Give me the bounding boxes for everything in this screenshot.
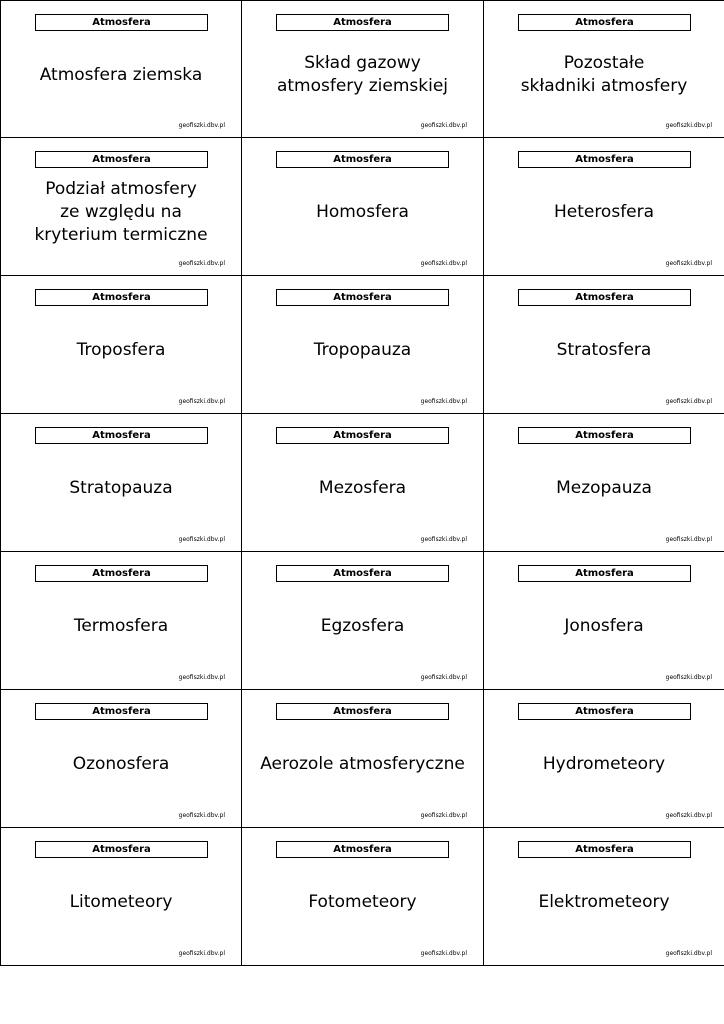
flashcard xyxy=(484,138,724,276)
flashcard xyxy=(0,552,242,690)
card-term: Skład gazowy atmosfery ziemskiej xyxy=(276,53,449,96)
card-term: Fotometeory xyxy=(308,892,417,912)
card-category: Atmosfera xyxy=(276,565,449,582)
card-term: Heterosfera xyxy=(553,202,655,222)
card-category: Atmosfera xyxy=(35,565,208,582)
card-footer: geofiszki.dbv.pl xyxy=(665,674,712,681)
card-footer: geofiszki.dbv.pl xyxy=(665,260,712,267)
card-footer: geofiszki.dbv.pl xyxy=(420,812,467,819)
card-term: Atmosfera ziemska xyxy=(39,64,203,85)
card-footer: geofiszki.dbv.pl xyxy=(178,122,225,129)
card-category: Atmosfera xyxy=(518,14,691,31)
flashcard xyxy=(484,690,724,828)
card-category: Atmosfera xyxy=(276,151,449,168)
flashcard xyxy=(0,0,242,138)
card-category: Atmosfera xyxy=(276,841,449,858)
card-term: Mezosfera xyxy=(318,478,407,498)
card-footer: geofiszki.dbv.pl xyxy=(178,674,225,681)
card-term: Troposfera xyxy=(76,340,166,360)
card-footer: geofiszki.dbv.pl xyxy=(420,122,467,129)
card-category: Atmosfera xyxy=(276,14,449,31)
card-term: Hydrometeory xyxy=(542,754,666,774)
card-term: Egzosfera xyxy=(320,616,405,636)
card-term: Homosfera xyxy=(316,202,409,222)
flashcard xyxy=(242,0,484,138)
card-term: Mezopauza xyxy=(556,478,652,498)
card-category: Atmosfera xyxy=(276,427,449,444)
card-category: Atmosfera xyxy=(35,427,208,444)
flashcard xyxy=(242,828,484,966)
card-term: Podział atmosfery ze względu na kryterium termiczne xyxy=(34,179,208,245)
card-category: Atmosfera xyxy=(518,703,691,720)
flashcard xyxy=(484,552,724,690)
card-category: Atmosfera xyxy=(518,841,691,858)
flashcard xyxy=(242,138,484,276)
flashcard xyxy=(242,552,484,690)
flashcard xyxy=(484,828,724,966)
card-category: Atmosfera xyxy=(35,289,208,306)
card-footer: geofiszki.dbv.pl xyxy=(178,536,225,543)
flashcard xyxy=(242,276,484,414)
card-category: Atmosfera xyxy=(35,14,208,31)
card-category: Atmosfera xyxy=(518,427,691,444)
flashcard xyxy=(0,690,242,828)
card-footer: geofiszki.dbv.pl xyxy=(178,260,225,267)
card-term: Pozostałe składniki atmosfery xyxy=(520,53,688,96)
card-footer: geofiszki.dbv.pl xyxy=(178,812,225,819)
card-category: Atmosfera xyxy=(518,151,691,168)
card-category: Atmosfera xyxy=(35,841,208,858)
card-term: Ozonosfera xyxy=(72,754,170,774)
card-category: Atmosfera xyxy=(35,703,208,720)
flashcard xyxy=(484,276,724,414)
card-category: Atmosfera xyxy=(518,565,691,582)
card-term: Litometeory xyxy=(69,892,173,912)
card-footer: geofiszki.dbv.pl xyxy=(420,398,467,405)
card-footer: geofiszki.dbv.pl xyxy=(665,950,712,957)
card-term: Jonosfera xyxy=(564,616,644,636)
card-category: Atmosfera xyxy=(518,289,691,306)
card-footer: geofiszki.dbv.pl xyxy=(665,398,712,405)
flashcard xyxy=(0,138,242,276)
flashcard xyxy=(0,276,242,414)
card-footer: geofiszki.dbv.pl xyxy=(420,260,467,267)
card-term: Tropopauza xyxy=(313,340,412,360)
card-category: Atmosfera xyxy=(35,151,208,168)
card-footer: geofiszki.dbv.pl xyxy=(178,398,225,405)
card-footer: geofiszki.dbv.pl xyxy=(665,812,712,819)
card-category: Atmosfera xyxy=(276,289,449,306)
flashcard xyxy=(242,690,484,828)
card-category: Atmosfera xyxy=(276,703,449,720)
flashcard xyxy=(484,0,724,138)
flashcard xyxy=(484,414,724,552)
flashcard xyxy=(242,414,484,552)
card-footer: geofiszki.dbv.pl xyxy=(178,950,225,957)
card-term: Stratosfera xyxy=(556,340,652,360)
card-term: Aerozole atmosferyczne xyxy=(260,754,465,774)
card-footer: geofiszki.dbv.pl xyxy=(665,122,712,129)
card-footer: geofiszki.dbv.pl xyxy=(665,536,712,543)
card-footer: geofiszki.dbv.pl xyxy=(420,674,467,681)
card-term: Elektrometeory xyxy=(538,892,670,912)
card-term: Stratopauza xyxy=(69,478,173,498)
flashcard xyxy=(0,828,242,966)
card-term: Termosfera xyxy=(73,616,169,636)
card-footer: geofiszki.dbv.pl xyxy=(420,950,467,957)
card-footer: geofiszki.dbv.pl xyxy=(420,536,467,543)
flashcard xyxy=(0,414,242,552)
